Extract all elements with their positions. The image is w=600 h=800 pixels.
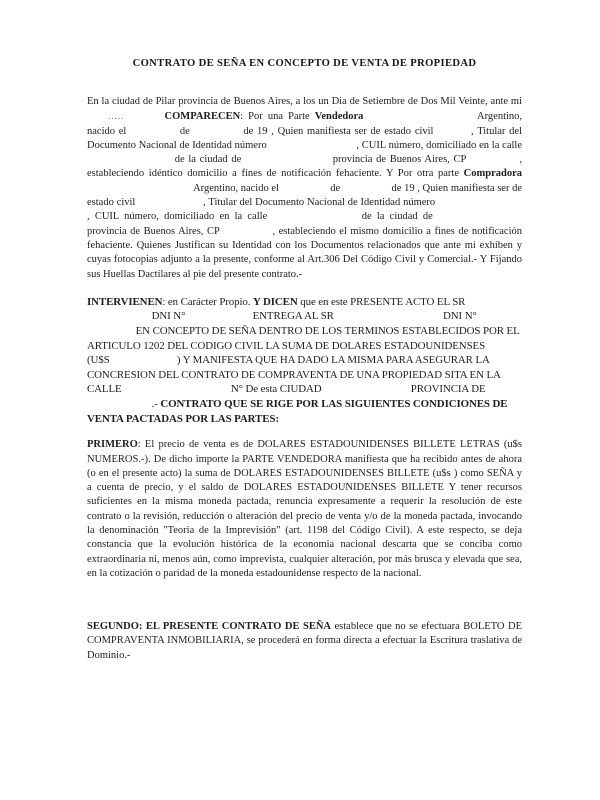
vendedora-label: Vendedora: [314, 111, 364, 123]
preamble-text-6: , Titular del Documento Nacional de Identidad número: [87, 125, 523, 151]
preamble-text-12: de: [330, 182, 341, 194]
preamble-text-2: : Por una Parte: [240, 111, 310, 123]
preamble-text-18: , estableciendo el mismo domicilio a fines de notificación fehaciente. Quienes Justifican su Identidad con los Documentos relacionados que ante mi exhiben y cuyas fotocopias adjunto a la presente, conforme al Art.306 Del Código Civil y Comercial.- Y Fijando sus Huellas Dactilares al pie del presente contrato.-: [87, 225, 523, 280]
intervienen-heading: INTERVIENEN: [87, 295, 163, 308]
preamble-text-17: provincia de Buenos Aires, CP: [87, 225, 220, 237]
y-dicen-label: Y DICEN: [253, 295, 298, 308]
preamble-text-7: , CUIL número, domiciliado en la calle: [356, 139, 522, 151]
intervienen-paragraph: [87, 295, 522, 426]
intervienen-dni-1: DNI N°: [151, 310, 186, 323]
intervienen-numero: N°: [230, 383, 243, 396]
intervienen-text-1: : en Carácter Propio.: [162, 295, 251, 308]
segundo-heading: SEGUNDO: EL PRESENTE CONTRATO DE SEÑA: [87, 621, 332, 633]
intervienen-text-2: que en este PRESENTE ACTO EL SR: [300, 295, 466, 308]
preamble-text-4: de: [179, 125, 190, 137]
dotted-fill: .....: [108, 111, 125, 122]
preamble-text-16: de la ciudad de: [361, 211, 433, 223]
preamble-text-3: Argentino, nacido el: [87, 111, 523, 137]
preamble-text-15: , CUIL número, domiciliado en la calle: [87, 211, 268, 223]
contrato-rige-statement: CONTRATO QUE SE RIGE POR LAS SIGUIENTES CONDICIONES DE VENTA PACTADAS POR LAS PARTES:: [87, 398, 508, 425]
preamble-text-9: provincia de Buenos Aires, CP: [332, 154, 466, 166]
preamble-paragraph: [87, 95, 522, 282]
preamble-text-11: Argentino, nacido el: [193, 182, 279, 194]
intervienen-text-6: De esta CIUDAD: [245, 383, 322, 396]
intervienen-text-3: ENTREGA AL SR: [252, 310, 334, 323]
preamble-text-1: En la ciudad de Pilar provincia de Buenos Aires, a los un Dia de Setiembre de Dos Mil Veinte, ante mi: [87, 96, 522, 107]
primero-heading: PRIMERO: [87, 439, 138, 451]
intervienen-text-5: ) Y MANIFESTA QUE HA DADO LA MISMA PARA ASEGURAR LA CONCRESION DEL CONTRATO DE COMPRAVENTA DE UNA PROPIEDAD SITA EN LA CALLE: [87, 354, 501, 396]
preamble-text-8: de la ciudad de: [174, 154, 242, 166]
comparecen-label: COMPARECEN: [164, 111, 241, 123]
section-spacer: [87, 594, 522, 620]
preamble-text-5: de 19 , Quien manifiesta ser de estado civil: [243, 125, 434, 137]
primero-body: : El precio de venta es de DOLARES ESTADOUNIDENSES BILLETE LETRAS (u$s NUMEROS.-). De dicho importe la PARTE VENDEDORA manifiesta que ha recibido antes de ahora (o en el presente acto) la suma de DOLARES ESTADOUNIDENSES BILLETE (u$s ) como SEÑA y a cuenta de precio, y el saldo de DOLARES ESTADOUNIDENSES BILLETE Y tener recursos suficientes en la misma moneda pactada, renuncia expresamente a requerir la resolución de este contrato o la revisión, reducción o alteración del precio de venta y/o de la moneda pactada, invocando la denominación "Teoria de la Imprevisión" (art. 1198 del Código Civil). A este respecto, se deja constancia que la evolución histórica de la economia nacional descarta que se conciba como extraordinaria ni, menos aún, como imprevista, cualquier alteración, por más brusca y elevada que sea, en la cotización o paridad de la moneda estadounidense respecto de la nacional.: [87, 439, 522, 579]
intervienen-dni-2: DNI N°: [443, 310, 477, 323]
intervienen-usd-open: (U$S: [87, 354, 110, 367]
preamble-text-13: de 19 , Quien manifiesta ser de estado civil: [87, 182, 523, 209]
segundo-body: establece que no se efectuara BOLETO DE COMPRAVENTA INMOBILIARIA, se procederá en forma directa a efectuar la Escritura traslativa de Dominio.-: [87, 621, 522, 661]
intervienen-text-4: EN CONCEPTO DE SEÑA DENTRO DE LOS TERMINOS ESTABLECIDOS POR EL ARTICULO 1202 DEL CODIGO CIVIL LA SUMA DE DOLARES ESTADOUNIDENSES: [87, 325, 520, 352]
preamble-text-14: , Titular del Documento Nacional de Identidad número: [203, 197, 436, 209]
intervienen-text-8: .-: [151, 398, 158, 411]
compradora-label: Compradora: [463, 168, 522, 180]
preamble-text-10: , estableciendo idéntico domicilio a fines de notificación fehaciente. Y Por otra parte: [87, 154, 523, 180]
segundo-paragraph: [87, 620, 522, 663]
primero-paragraph: [87, 438, 522, 581]
intervienen-text-7: PROVINCIA DE: [410, 383, 486, 396]
page-title: CONTRATO DE SEÑA EN CONCEPTO DE VENTA DE PROPIEDAD: [132, 58, 477, 69]
